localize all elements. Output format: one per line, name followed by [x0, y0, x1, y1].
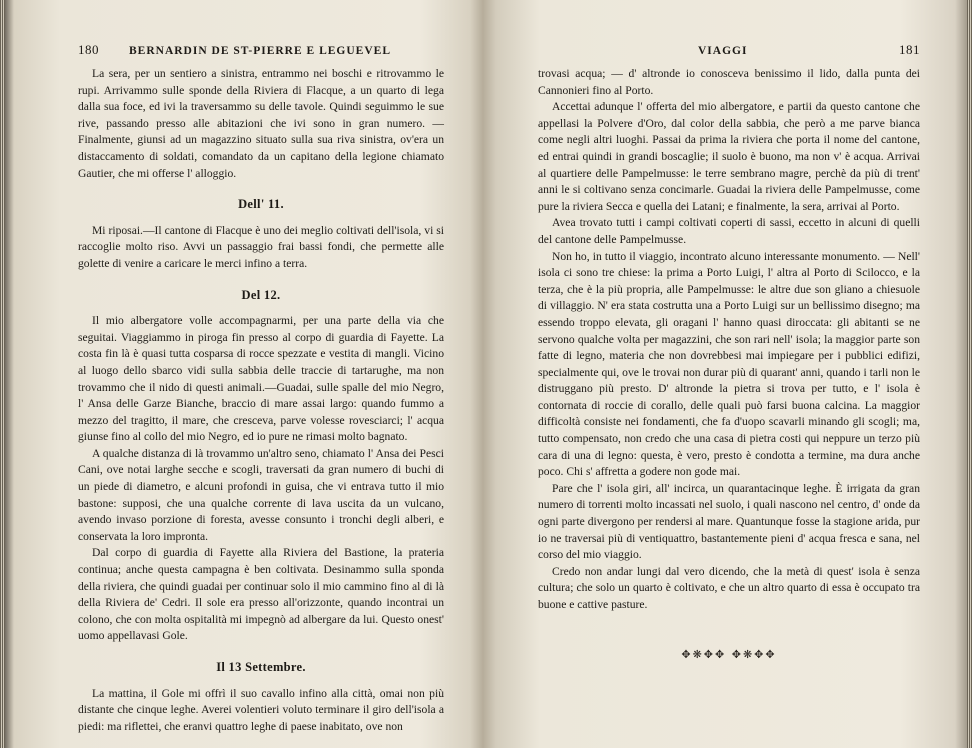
left-page-text: [78, 66, 444, 735]
paragraph: A qualche distanza di là trovammo un'altro seno, chiamato l' Ansa dei Pesci Cani, ove notai larghe secche e scogli, traversati da gran numero di buchi di un piede di diametro, e alcuni profondi in guisa, che vi entrava tutto il mio bastone: supposi, che una qualche corrente di lava uscita da un vulcano, avendo invaso porzione di foresta, avesse consunto i tronchi degli alberi, e conservata la loro impronta.: [78, 446, 444, 543]
page-number-left: 180: [78, 42, 99, 57]
section-heading: Il 13 Settembre.: [216, 660, 306, 674]
paragraph: Pare che l' isola giri, all' incirca, un quarantacinque leghe. È irrigata da gran numero di torrenti molto incassati nel suolo, i quali nascono nel centro, d' onde da ogni parte divergono per rendersi al mare. Quantunque fosse la stagione arida, pur io ne traversai più di ventiquattro, bastantemente pieni d' acqua fresca e sana, nel corso del mio viaggio.: [538, 481, 920, 562]
paragraph: Il mio albergatore volle accompagnarmi, per una parte della via che seguitai. Viaggiammo in piroga fin presso al corpo di guardia di Fayette. La costa fin là è quasi tutta cosparsa di rocce spezzate e vestita di mangli. Vicino al luogo dello sbarco vidi sulla sabbia delle traccie di tartarughe, ma non trovammo che il nido di questi animali.—Guadai, sulle spalle del mio Negro, l' Ansa delle Garze Bianche, braccio di mare assai largo: quando fummo a mezzo del tragitto, il mare, che cresceva, parve volesse rovesciarci; l' acqua giunse fino al collo del mio Negro, ed io pure ne rimasi molto bagnato.: [78, 314, 444, 444]
paragraph: Dal corpo di guardia di Fayette alla Riviera del Bastione, la prateria continua; anche questa campagna è ben coltivata. Desinammo sulla sponda della riviera, che quindi guadai per continuar solo il mio cammino fino al di là della Riviera de' Cedri. Il sole era presso all'orizzonte, quando incontrai un colono, che con molta ospitalità mi impegnò ad albergare da lui. Questo onest' uomo appellavasi Gole.: [78, 546, 444, 643]
running-title-right: VIAGGI: [698, 45, 748, 57]
right-page-header: [538, 42, 920, 60]
paragraph: Mi riposai.—Il cantone di Flacque è uno dei meglio coltivati dell'isola, vi si raccoglie molto riso. Avvi un passaggio frai bassi fondi, che permette alle golette di venire a caricare le merci infino a terra.: [78, 223, 444, 270]
section-heading: Del 12.: [241, 287, 281, 302]
running-title-left: BERNARDIN DE ST-PIERRE E LEGUEVEL: [129, 45, 391, 57]
left-page-header: [78, 42, 444, 60]
right-page-edge: [967, 0, 972, 748]
paragraph: Avea trovato tutti i campi coltivati coperti di sassi, eccetto in alcuni di quelli del cantone delle Pampelmusse.: [538, 216, 920, 246]
paragraph: La mattina, il Gole mi offrì il suo cavallo infino alla città, omai non più distante che cinque leghe. Averei volentieri voluto terminare il giro dell'isola a piedi: ma riflettei, che eranvi quattro leghe di paese inabitato, ove non: [78, 686, 444, 733]
right-page-text: [538, 66, 920, 614]
left-page: [0, 0, 484, 748]
end-ornament-icon: ✥❋✥✥ ✥❋✥✥: [681, 647, 777, 661]
section-heading: Dell' 11.: [238, 197, 284, 212]
right-page: [484, 0, 972, 748]
paragraph: La sera, per un sentiero a sinistra, entrammo nei boschi e ritrovammo le rupi. Arrivammo sulle sponde della Riviera di Flacque, a un quarto di lega dalla sua foce, ed ivi la traversammo su delle tavole. Quindi seguimmo le sue rive, passando presso alle abitazioni che ivi sono in gran numero. — Finalmente, giunsi ad un magazzino situato sulla sua riva sinistra, ov'era un distaccamento di soldati, comandato da un capitano della legione chiamato Gautier, che mi offerse l' alloggio.: [78, 67, 444, 180]
paragraph: trovasi acqua; — d' altronde io conosceva benissimo il lido, dalla punta dei Cannonieri fino al Porto.: [538, 67, 920, 97]
paragraph: Credo non andar lungi dal vero dicendo, che la metà di quest' isola è senza cultura; che solo un quarto è coltivato, e che un altro quarto di essa è occupato tra buone e cattive pasture.: [538, 564, 920, 611]
paragraph: Non ho, in tutto il viaggio, incontrato alcuno interessante monumento. — Nell' isola ci sono tre chiese: la prima a Porto Luigi, l' altra al Porto di Scilocco, e la terza, che è la più propria, alle Pampelmusse: le altre due son gliano a chiesuole di villaggio. N' era stata costrutta una a Porto Luigi sur un bellissimo disegno; ma essendo troppo elevata, gli oragani l' hanno quasi diroccata: gli abitanti se ne servono qualche volta per magazzini, che son rari nell' isola; la maggior parte son fatte di legno, materia che non dovrebbesi mai impiegare per i pubblici edifizi, specialmente qui, ove le trovai non durar più di quarant' anni, quando i tarli non le distruggano più presto. D' altronde la pietra si trova per tutto, e l' isola è contornata di roccie di corallo, delle quali può farsi buona calcina. La maggior difficoltà consiste nei fondamenti, che fa d'uopo scavarli minando gli scogli; ma, tutto compensato, non credo che una casa di pietra costi qui neppure un terzo più cara di una di legno: questa, è vero, presto è condotta a termine, ma dura anche poco. Chi s' affretta a godere non gode mai.: [538, 249, 920, 479]
page-number-right: 181: [899, 42, 920, 57]
paragraph: Accettai adunque l' offerta del mio albergatore, e partii da questo cantone che appellasi la Polvere d'Oro, dal color della sabbia, che però a me parve bianca come negli altri luoghi. Passai da prima la riviera che porta il nome del cantone, ed entrai quindi in grandi boscaglie; il suolo è buono, ma non v' è acqua. Arrivai al quartiere delle Pampelmusse: le terre sembrano magre, perchè da più di trent' anni le si coltivano senza concimarle. Guadai la riviera delle Pampelmusse, come pure la riviera Secca e quella dei Latani; e finalmente, la sera, arrivai al Porto.: [538, 100, 920, 213]
